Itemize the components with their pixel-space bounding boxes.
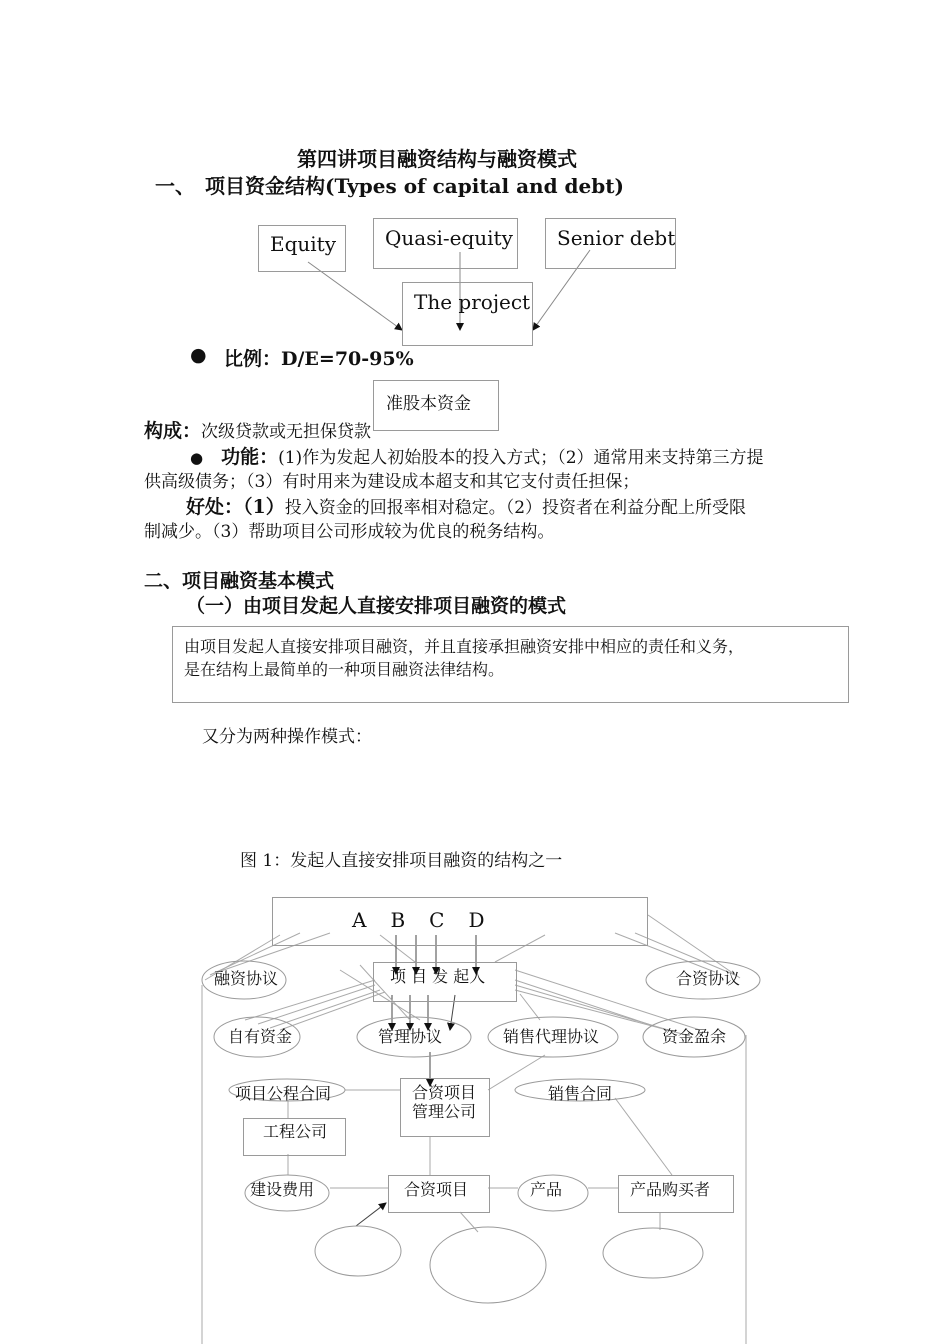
sales-contract-label: 销售合同 xyxy=(548,1084,613,1103)
definition-line1: 由项目发起人直接安排项目融资，并且直接承担融资安排中相应的责任和义务， xyxy=(184,637,745,656)
equity-label: Equity xyxy=(270,232,337,256)
benefit-line1 xyxy=(186,492,746,519)
senior-debt-label: Senior debt xyxy=(557,226,676,250)
section2-heading: 二、项目融资基本模式 xyxy=(144,570,335,592)
figure-caption: 图 1：发起人直接安排项目融资的结构之一 xyxy=(240,851,563,871)
sales-agency-label: 销售代理协议 xyxy=(503,1027,600,1046)
management-agreement-label: 管理协议 xyxy=(378,1027,443,1046)
financing-agreement-label: 融资协议 xyxy=(214,969,279,988)
composition-label: 构成： xyxy=(144,420,202,442)
function-label: 功能： xyxy=(221,446,279,468)
function-line1 xyxy=(190,442,764,469)
buyer-label: 产品购买者 xyxy=(630,1180,711,1199)
benefit-label: 好处：（1） xyxy=(186,496,285,518)
engineering-company-label: 工程公司 xyxy=(263,1122,328,1141)
modes-text: 又分为两种操作模式： xyxy=(202,727,372,747)
engineering-contract-label: 项目公程合同 xyxy=(235,1084,332,1103)
jv-agreement-label: 合资协议 xyxy=(676,969,741,988)
ratio-label: 比例：D/E=70-95% xyxy=(224,348,414,370)
sponsors-label: 项 目 发 起人 xyxy=(390,967,486,986)
construction-cost-label: 建设费用 xyxy=(250,1180,315,1199)
section1-heading: 一、 项目资金结构(Types of capital and debt) xyxy=(155,174,624,198)
function-line2: 供高级债务；（3）有时用来为建设成本超支和其它支付责任担保； xyxy=(144,472,640,492)
section2-subheading: （一）由项目发起人直接安排项目融资的模式 xyxy=(186,595,567,617)
benefit-text-1: 投入资金的回报率相对稳定。（2）投资者在利益分配上所受限 xyxy=(284,498,747,518)
quasi-capital-label: 准股本资金 xyxy=(386,394,471,414)
jv-management-company-label-2: 管理公司 xyxy=(412,1102,477,1121)
definition-line2: 是在结构上最简单的一种项目融资法律结构。 xyxy=(184,660,505,679)
surplus-label: 资金盈余 xyxy=(662,1027,727,1046)
ratio-bullet: ● xyxy=(190,344,207,366)
composition-text: 次级贷款或无担保贷款 xyxy=(201,422,372,442)
jv-project-label: 合资项目 xyxy=(404,1180,469,1199)
own-funds-label: 自有资金 xyxy=(228,1027,293,1046)
function-text-1: (1)作为发起人初始股本的投入方式；（2）通常用来支持第三方提 xyxy=(278,448,764,468)
page-title: 第四讲项目融资结构与融资模式 xyxy=(297,147,577,171)
function-bullet: ● xyxy=(190,449,204,467)
composition-line xyxy=(144,416,371,443)
project-label: The project xyxy=(414,290,531,314)
product-label: 产品 xyxy=(530,1180,563,1199)
jv-management-company-label-1: 合资项目 xyxy=(412,1083,477,1102)
benefit-line2: 制减少。（3）帮助项目公司形成较为优良的税务结构。 xyxy=(144,522,555,542)
abcd-label: A B C D xyxy=(352,908,487,932)
quasi-equity-label: Quasi-equity xyxy=(385,226,513,250)
